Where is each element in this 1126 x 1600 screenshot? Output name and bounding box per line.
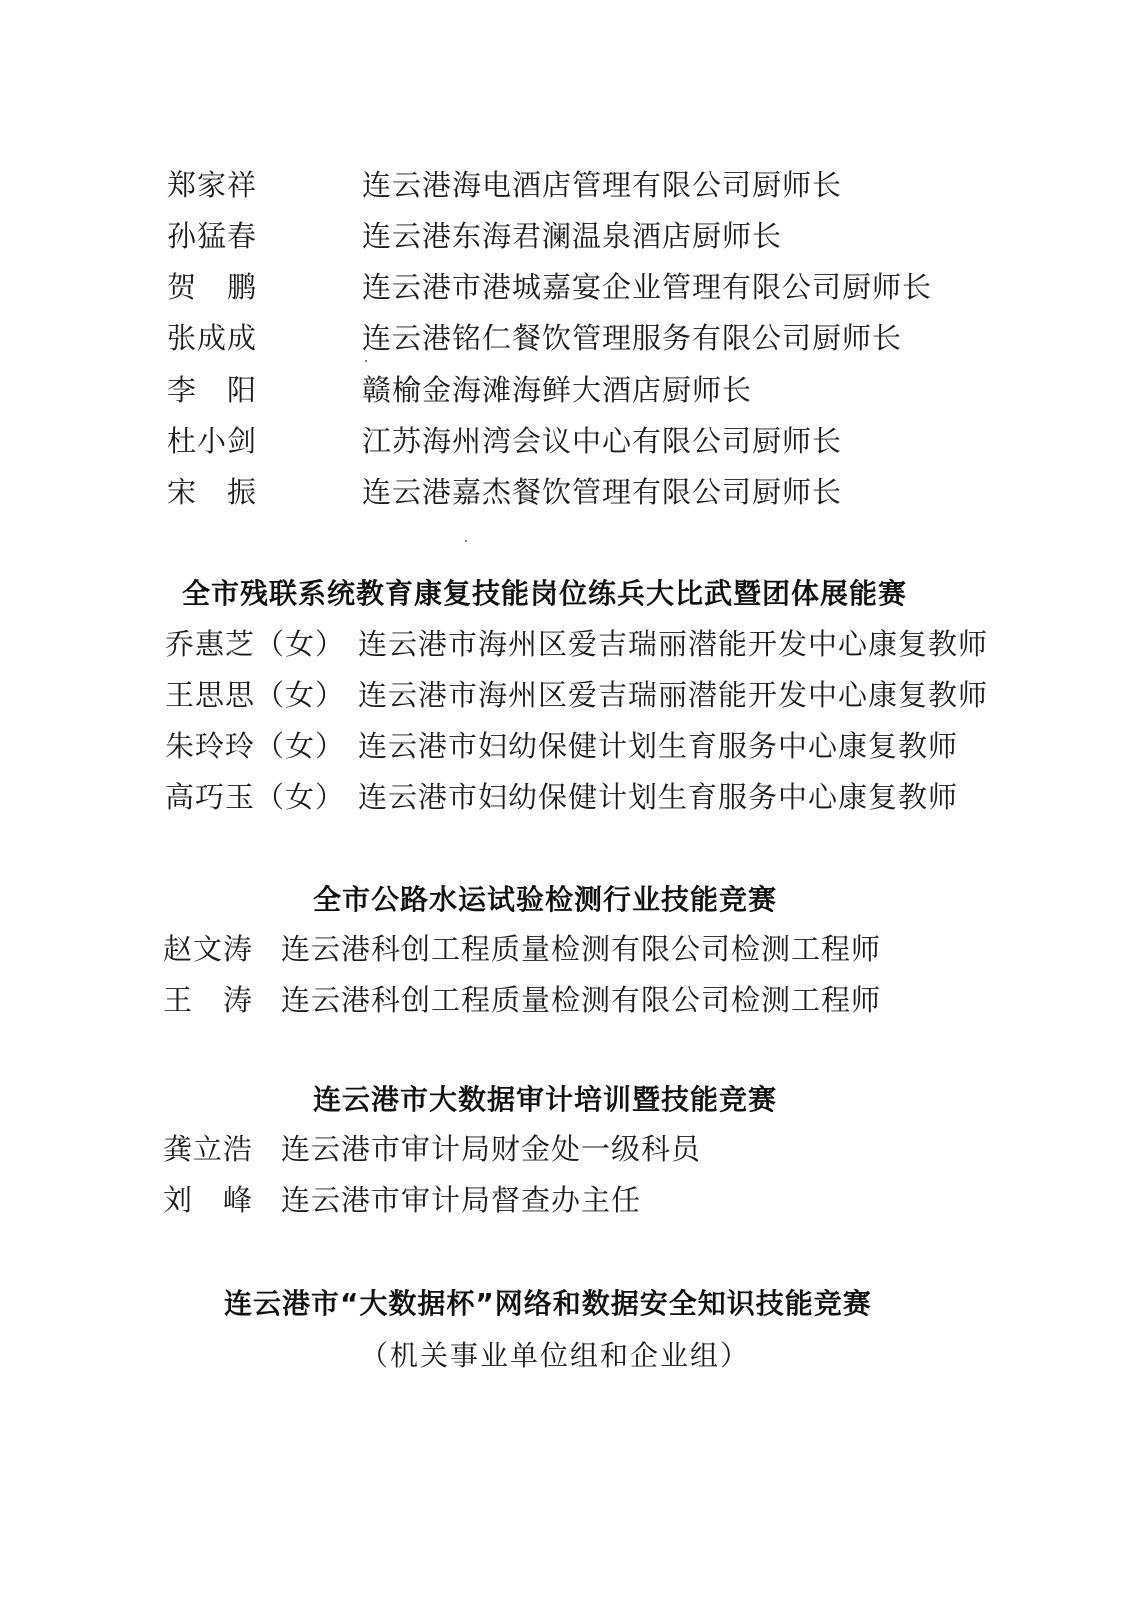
person-organization: 连云港市港城嘉宴企业管理有限公司厨师长 <box>362 270 933 304</box>
person-name: 李 阳 <box>167 373 258 407</box>
person-name: 贺 鹏 <box>167 270 258 304</box>
section-title: 全市公路水运试验检测行业技能竞赛 <box>313 883 778 916</box>
person-name: 郑家祥 <box>167 168 258 202</box>
person-name: 刘 峰 <box>163 1183 254 1217</box>
person-organization: 连云港铭仁餐饮管理服务有限公司厨师长 <box>362 321 903 355</box>
person-name: 张成成 <box>167 321 258 355</box>
scan-speck <box>365 360 367 362</box>
person-name: 王 涛 <box>163 983 254 1017</box>
person-organization: 连云港市海州区爱吉瑞丽潜能开发中心康复教师 <box>358 678 989 712</box>
person-organization: 连云港海电酒店管理有限公司厨师长 <box>362 168 843 202</box>
person-name: 王思思（女） <box>165 678 346 712</box>
section-title: 连云港市大数据审计培训暨技能竞赛 <box>313 1083 778 1116</box>
person-organization: 连云港东海君澜温泉酒店厨师长 <box>362 219 783 253</box>
person-organization: 连云港嘉杰餐饮管理有限公司厨师长 <box>362 475 843 509</box>
person-organization: 连云港市妇幼保健计划生育服务中心康复教师 <box>358 729 959 763</box>
person-organization: 赣榆金海滩海鲜大酒店厨师长 <box>362 373 753 407</box>
person-name: 朱玲玲（女） <box>165 729 346 763</box>
person-name: 杜小剑 <box>167 424 258 458</box>
person-organization: 连云港市审计局督查办主任 <box>281 1183 642 1217</box>
section-title: 连云港市“大数据杯”网络和数据安全知识技能竞赛 <box>224 1287 872 1320</box>
person-organization: 连云港科创工程质量检测有限公司检测工程师 <box>281 983 882 1017</box>
person-name: 高巧玉（女） <box>165 780 346 814</box>
person-organization: 连云港科创工程质量检测有限公司检测工程师 <box>281 932 882 966</box>
scan-speck <box>465 540 467 542</box>
person-organization: 连云港市妇幼保健计划生育服务中心康复教师 <box>358 780 959 814</box>
person-name: 乔惠芝（女） <box>165 627 346 661</box>
person-organization: 连云港市海州区爱吉瑞丽潜能开发中心康复教师 <box>358 627 989 661</box>
person-organization: 连云港市审计局财金处一级科员 <box>281 1132 702 1166</box>
section-subtitle: （机关事业单位组和企业组） <box>360 1339 751 1372</box>
person-organization: 江苏海州湾会议中心有限公司厨师长 <box>362 424 843 458</box>
person-name: 孙猛春 <box>167 219 258 253</box>
person-name: 宋 振 <box>167 475 258 509</box>
section-title: 全市残联系统教育康复技能岗位练兵大比武暨团体展能赛 <box>182 577 908 610</box>
person-name: 龚立浩 <box>163 1132 254 1166</box>
person-name: 赵文涛 <box>163 932 254 966</box>
